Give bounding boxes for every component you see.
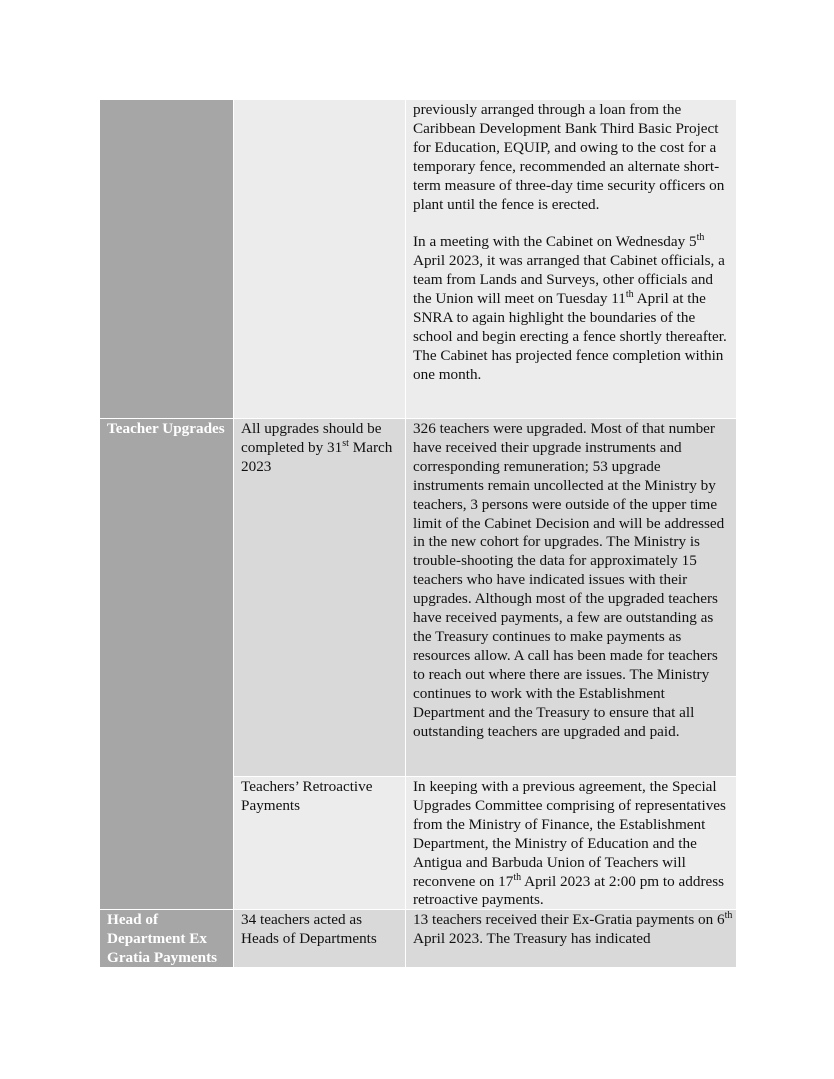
upgrades-status-text: 326 teachers were upgraded. Most of that number have received their upgrade instruments and corresponding remuneration; 53 upgrade instruments remain uncollected at the Ministry by teachers, 3 persons were outside of the upper time limit of the Cabinet Decision and will be addressed in the new cohort for upgrades. The Ministry is trouble-shooting the data for approximately 15 teachers who have indicated issues with their upgrades. Although most of the upgraded teachers have received payments, a few are outstanding as the Treasury continues to make payments as resources allow. A call has been made for teachers to reach out where there are issues. The Ministry continues to work with the Establishment Department and the Treasury to ensure that all outstanding teachers are upgraded and paid.: [413, 420, 725, 740]
teacher-upgrades-topic-cell: [100, 419, 233, 909]
hod-status-text: 13 teachers received their Ex-Gratia payments on 6th April 2023. The Treasury has indicated: [413, 910, 733, 947]
retroactive-target-cell: [234, 777, 405, 909]
retroactive-target-text: Teachers’ Retroactive Payments: [241, 778, 373, 814]
hod-topic-label: Head of Department Ex Gratia Payments: [107, 911, 218, 966]
hod-target-cell: [234, 910, 405, 967]
row1-status-cell: [406, 100, 736, 418]
retroactive-status-cell: [406, 777, 736, 909]
upgrades-status-cell: [406, 419, 736, 776]
row1-status-para2: In a meeting with the Cabinet on Wednesday 5th April 2023, it was arranged that Cabinet officials, a team from Lands and Surveys, other officials and the Union will meet on Tuesday 11th April at the SNRA to again highlight the boundaries of the school and begin erecting a fence shortly thereafter. The Cabinet has projected fence completion within one month.: [413, 232, 727, 383]
retroactive-status-text: In keeping with a previous agreement, the Special Upgrades Committee comprising of representatives from the Ministry of Finance, the Establishment Department, the Ministry of Education and the Antigua and Barbuda Union of Teachers will reconvene on 17th April 2023 at 2:00 pm to address retroactive payments.: [413, 778, 726, 909]
row1-status-para1: previously arranged through a loan from the Caribbean Development Bank Third Basic Project for Education, EQUIP, and owing to the cost for a temporary fence, recommended an alternate short-term measure of three-day time security officers on plant until the fence is erected.: [413, 101, 725, 213]
upgrades-target-text: All upgrades should be completed by 31st March 2023: [241, 420, 393, 475]
teacher-upgrades-label: Teacher Upgrades: [107, 420, 225, 437]
hod-topic-cell: [100, 910, 233, 967]
row1-target-cell: [234, 100, 405, 418]
hod-target-text: 34 teachers acted as Heads of Departments: [241, 911, 377, 947]
row1-topic-cell: [100, 100, 233, 418]
upgrades-target-cell: [234, 419, 405, 776]
hod-status-cell: [406, 910, 736, 967]
